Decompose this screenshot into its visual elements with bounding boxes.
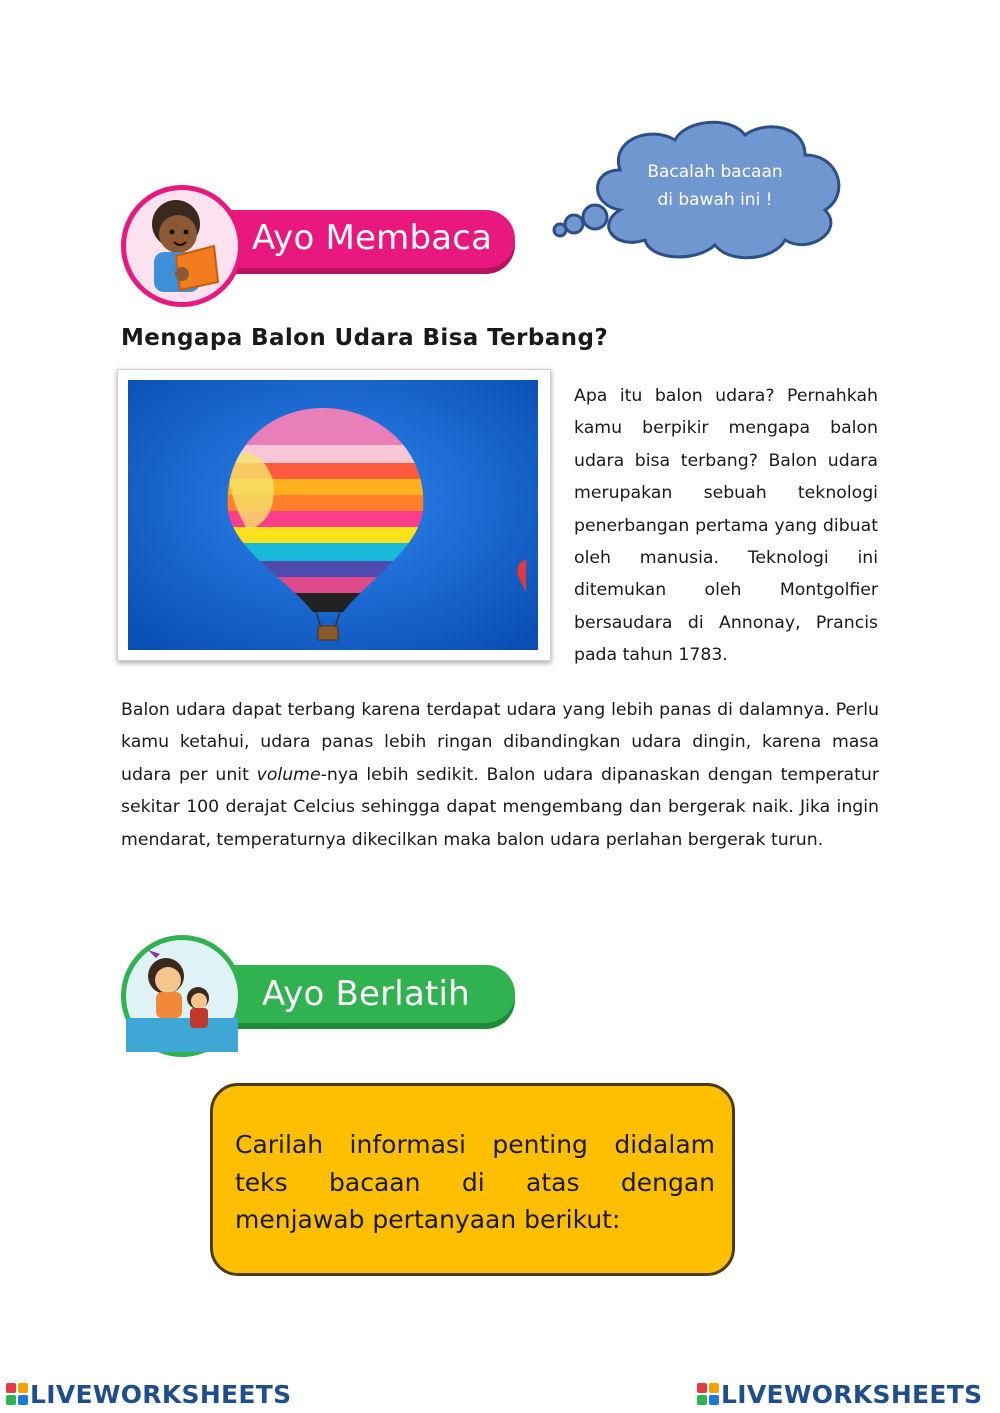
hot-air-balloon-image [128, 380, 538, 650]
body-paragraph [121, 694, 879, 856]
bubble-text [630, 158, 800, 214]
logo-text: LIVEWORKSHEETS [721, 1379, 983, 1409]
practice-kids-avatar [121, 935, 243, 1057]
liveworksheets-icon [6, 1383, 28, 1405]
liveworksheets-logo-right[interactable] [697, 1380, 982, 1408]
instruction-text: Carilah informasi penting didalam teks bacaan di atas dengan menjawab pertanyaan berikut: [235, 1130, 715, 1234]
reading-boy-avatar [121, 185, 243, 307]
boy-reading-icon [126, 190, 238, 302]
practice-section-title: Ayo Berlatih [262, 974, 470, 1014]
intro-paragraph: Apa itu balon udara? Pernahkah kamu berpikir mengapa balon udara bisa terbang? Balon udara merupakan sebuah teknologi penerbangan pertama yang dibuat oleh manusia. Teknologi ini ditemukan oleh Montgolfier bersaudara di Annonay, Prancis pada tahun 1783. [574, 386, 878, 666]
article-title: Mengapa Balon Udara Bisa Terbang? [121, 325, 609, 351]
liveworksheets-icon [697, 1383, 719, 1405]
kids-playing-icon [126, 940, 238, 1052]
logo-text: LIVEWORKSHEETS [30, 1379, 292, 1409]
balloon-photo [117, 369, 551, 661]
body-text-italic: volume [256, 764, 321, 785]
body-text-part-1: Balon udara dapat terbang karena terdapat udara yang lebih panas di dalamnya. Perlu kamu ketahui, udara panas lebih ringan dibandingkan udara dingin, karena masa udara per unit [121, 700, 879, 785]
bubble-line-1: Bacalah bacaan [647, 162, 783, 182]
liveworksheets-logo-left[interactable] [6, 1380, 291, 1408]
reading-section-title: Ayo Membaca [252, 218, 493, 258]
body-text-part-2: -nya lebih sedikit. Balon udara dipanaskan dengan temperatur sekitar 100 derajat Celcius sehingga dapat mengembang dan bergerak naik. Jika ingin mendarat, temperaturnya dikecilkan maka balon udara perlahan bergerak turun. [121, 764, 879, 850]
bubble-line-2: di bawah ini ! [657, 190, 773, 210]
